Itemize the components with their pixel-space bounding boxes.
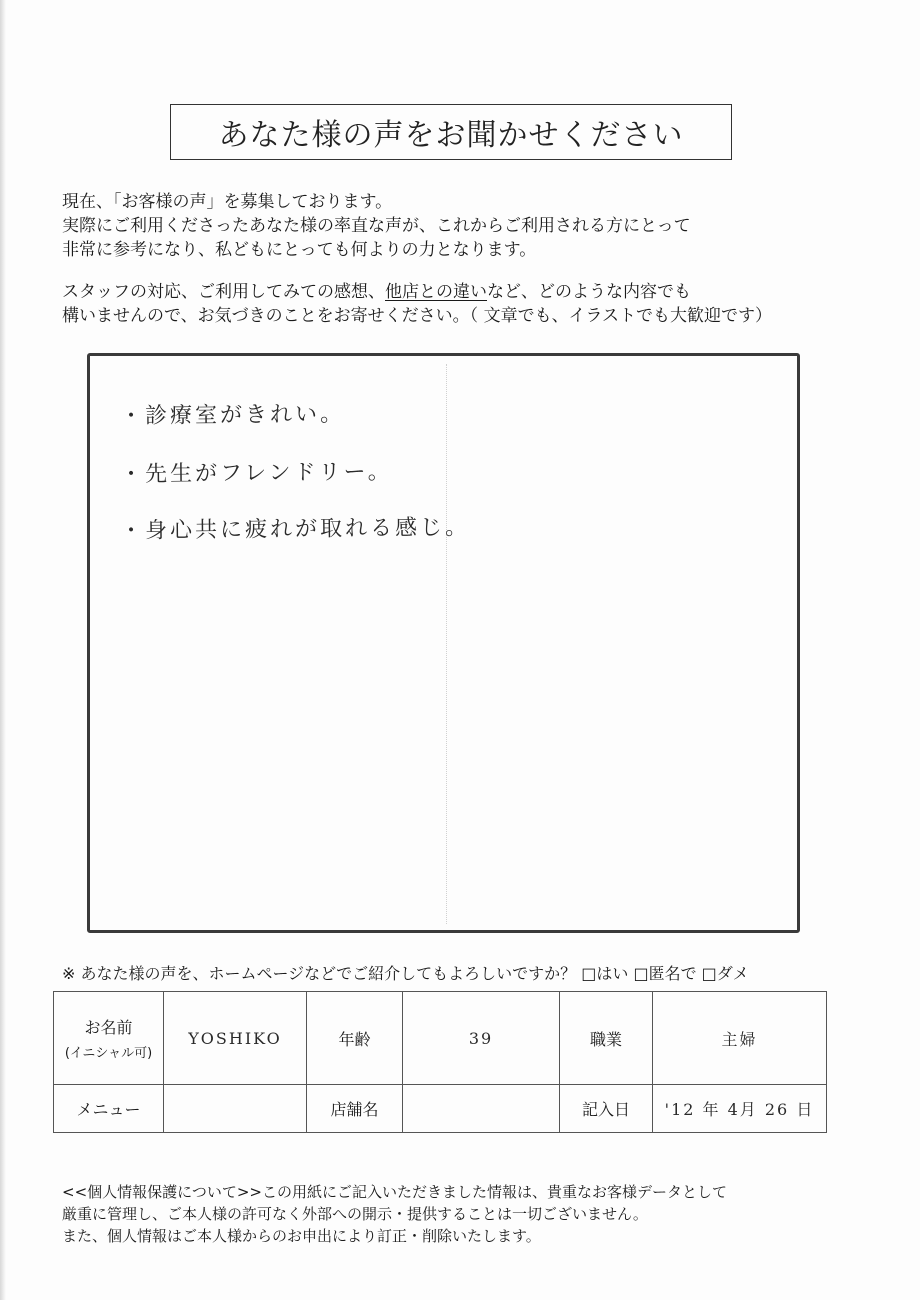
menu-label: メニュー [54,1085,164,1133]
name-label: お名前 [84,1018,133,1038]
privacy-line: <<個人情報保護について>>この用紙にご記入いただきました情報は、貴重なお客様データとして [62,1183,727,1201]
underlined-phrase: 他店との違い [385,282,487,302]
name-sub-label: (イニシャル可) [64,1046,153,1062]
request-line-part: スタッフの対応、ご利用してみての感想、 [62,282,385,302]
request-line-part: など、どのような内容でも [487,282,691,302]
age-value[interactable]: 39 [403,992,560,1085]
privacy-line: また、個人情報はご本人様からのお申出により訂正・削除いたします。 [62,1227,541,1245]
name-value[interactable]: YOSHIKO [164,992,307,1085]
handwritten-comment: ・身心共に疲れが取れる感じ。 [119,515,471,544]
page-title: あなた様の声をお聞かせください [170,104,732,160]
paper-edge [0,0,6,1300]
handwritten-comment: ・先生がフレンドリー。 [119,459,393,488]
intro-text [62,190,862,262]
info-table [53,991,827,1133]
request-line [62,280,862,304]
privacy-notice [62,1181,862,1247]
menu-value[interactable] [164,1085,307,1133]
privacy-line: 厳重に管理し、ご本人様の許可なく外部への開示・提供することは一切ございません。 [62,1205,648,1223]
intro-line: 実際にご利用くださったあなた様の率直な声が、これからご利用される方にとって [62,216,691,236]
intro-line: 非常に参考になり、私どもにとっても何よりの力となります。 [62,240,537,260]
name-label-cell [54,992,164,1085]
handwritten-comment: ・診療室がきれい。 [119,401,346,430]
date-value[interactable]: '12 年 4月 26 日 [653,1085,827,1133]
request-text [62,280,862,328]
store-value[interactable] [403,1085,560,1133]
request-line: 構いませんので、お気づきのことをお寄せください。（ 文章でも、イラストでも大歓迎です） [62,306,773,326]
store-label: 店舗名 [307,1085,403,1133]
fold-guide-line [446,364,447,924]
job-value[interactable]: 主婦 [653,992,827,1085]
job-label: 職業 [560,992,653,1085]
date-label: 記入日 [560,1085,653,1133]
comment-box[interactable] [87,353,800,933]
intro-line: 現在、「お客様の声」を募集しております。 [62,192,393,212]
consent-question[interactable]: ※ あなた様の声を、ホームページなどでご紹介してもよろしいですか？ □はい □匿名で □ダメ [62,964,749,983]
age-label: 年齢 [307,992,403,1085]
